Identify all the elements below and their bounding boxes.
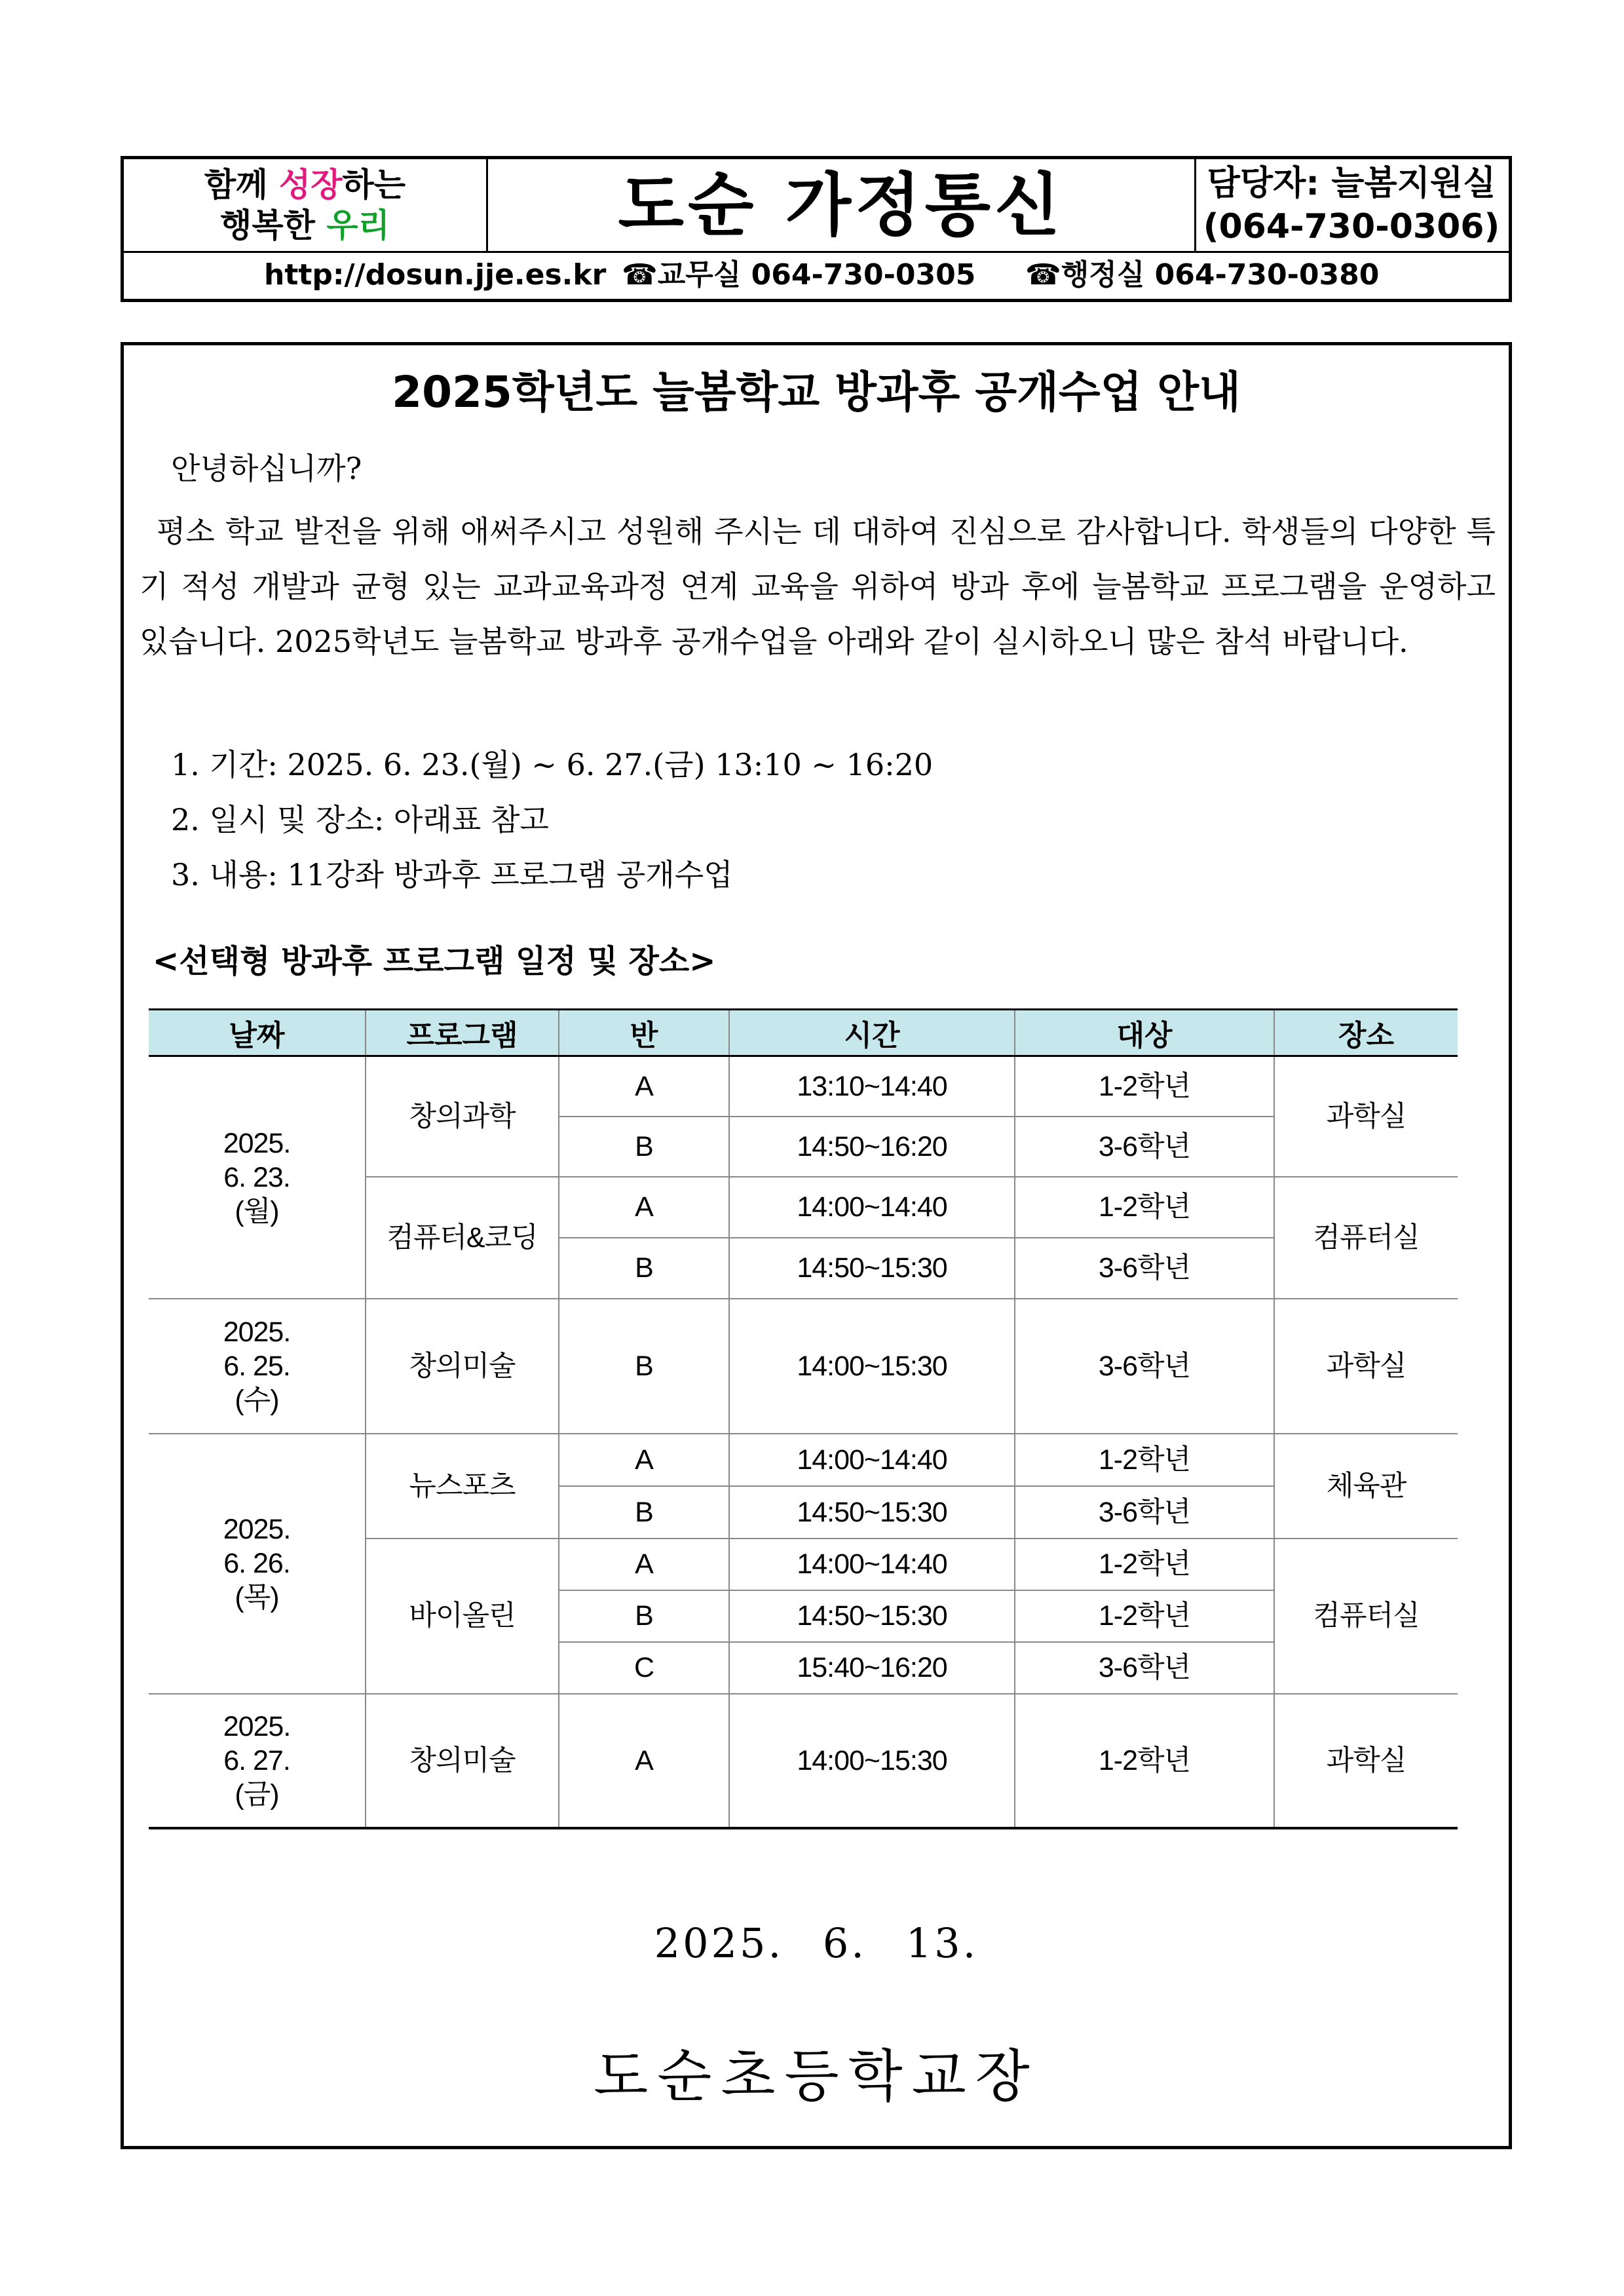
place-cell: 컴퓨터실 [1274,1539,1458,1694]
date-cell: 2025. 6. 27. (금) [149,1694,366,1828]
notice-title: 2025학년도 늘봄학교 방과후 공개수업 안내 [392,367,1241,417]
newsletter-title: 도순 가정통신 [488,159,1196,251]
target-cell: 3-6학년 [1015,1642,1274,1694]
header-program: 프로그램 [366,1010,559,1056]
place-cell: 과학실 [1274,1299,1458,1434]
class-cell: B [559,1117,729,1177]
class-cell: A [559,1539,729,1590]
target-cell: 1-2학년 [1015,1056,1274,1117]
header-target: 대상 [1015,1010,1274,1056]
principal-signature: 도순초등학교장 [594,2044,1039,2109]
time-cell: 14:50~16:20 [729,1117,1015,1177]
class-cell: B [559,1486,729,1539]
table-caption: <선택형 방과후 프로그램 일정 및 장소> [153,943,716,980]
contact-label: 담당자: 늘봄지원실 [1207,164,1496,203]
time-cell: 14:00~15:30 [729,1299,1015,1434]
header-time: 시간 [729,1010,1015,1056]
target-cell: 3-6학년 [1015,1486,1274,1539]
time-cell: 15:40~16:20 [729,1642,1015,1694]
academic-office-phone: ☎교무실 064-730-0305 [622,258,976,292]
item-period: 1. 기간: 2025. 6. 23.(월) ~ 6. 27.(금) 13:10 ~ 16:20 [171,747,934,782]
newsletter-header [121,156,1512,302]
table-row [149,1299,1458,1434]
target-cell: 1-2학년 [1015,1590,1274,1642]
program-cell: 창의미술 [366,1299,559,1434]
time-cell: 14:50~15:30 [729,1486,1015,1539]
target-cell: 1-2학년 [1015,1539,1274,1590]
time-cell: 14:00~15:30 [729,1694,1015,1828]
contact-info [1194,159,1509,251]
header-date: 날짜 [149,1010,366,1056]
target-cell: 1-2학년 [1015,1177,1274,1238]
header-class: 반 [559,1010,729,1056]
notice-body [121,342,1512,2149]
target-cell: 3-6학년 [1015,1238,1274,1299]
item-content: 3. 내용: 11강좌 방과후 프로그램 공개수업 [171,857,733,892]
header-place: 장소 [1274,1010,1458,1056]
time-cell: 14:00~14:40 [729,1539,1015,1590]
school-website: http://dosun.jje.es.kr [264,258,607,292]
header-bottom-row [124,251,1509,299]
date-cell: 2025. 6. 25. (수) [149,1299,366,1434]
place-cell: 과학실 [1274,1694,1458,1828]
target-cell: 3-6학년 [1015,1299,1274,1434]
time-cell: 13:10~14:40 [729,1056,1015,1117]
target-cell: 1-2학년 [1015,1694,1274,1828]
admin-office-phone: ☎행정실 064-730-0380 [1025,258,1380,292]
class-cell: A [559,1056,729,1117]
class-cell: A [559,1177,729,1238]
header-top-row [124,159,1509,253]
issue-date: 2025. 6. 13. [654,1919,979,1967]
table-row [149,1056,1458,1117]
contact-phone: (064-730-0306) [1203,207,1500,246]
time-cell: 14:50~15:30 [729,1590,1015,1642]
program-cell: 창의과학 [366,1056,559,1177]
program-cell: 컴퓨터&코딩 [366,1177,559,1299]
program-cell: 바이올린 [366,1539,559,1694]
notice-items [171,737,1527,902]
time-cell: 14:50~15:30 [729,1238,1015,1299]
target-cell: 1-2학년 [1015,1434,1274,1486]
program-cell: 창의미술 [366,1694,559,1828]
time-cell: 14:00~14:40 [729,1434,1015,1486]
class-cell: A [559,1694,729,1828]
table-row [149,1434,1458,1486]
date-cell: 2025. 6. 23. (월) [149,1056,366,1299]
intro-paragraph: 평소 학교 발전을 위해 애써주시고 성원해 주시는 데 대하여 진심으로 감사합니다. 학생들의 다양한 특기 적성 개발과 균형 있는 교과교육과정 연계 교육을 위하여 방과 후에 늘봄학교 프로그램을 운영하고 있습니다. 2025학년도 늘봄학교 방과후 공개수업을 아래와 같이 실시하오니 많은 참석 바랍니다. [140,514,1496,659]
class-cell: B [559,1238,729,1299]
time-cell: 14:00~14:40 [729,1177,1015,1238]
table-header-row [149,1010,1458,1056]
place-cell: 체육관 [1274,1434,1458,1539]
class-cell: C [559,1642,729,1694]
target-cell: 3-6학년 [1015,1117,1274,1177]
schedule-table [149,1008,1458,1829]
place-cell: 과학실 [1274,1056,1458,1177]
date-cell: 2025. 6. 26. (목) [149,1434,366,1694]
school-slogan: 함께 성장하는 행복한 우리 [124,159,488,251]
greeting: 안녕하십니까? [171,451,362,486]
place-cell: 컴퓨터실 [1274,1177,1458,1299]
class-cell: A [559,1434,729,1486]
class-cell: B [559,1299,729,1434]
program-cell: 뉴스포츠 [366,1434,559,1539]
table-row [149,1694,1458,1828]
class-cell: B [559,1590,729,1642]
item-place: 2. 일시 및 장소: 아래표 참고 [171,802,549,837]
